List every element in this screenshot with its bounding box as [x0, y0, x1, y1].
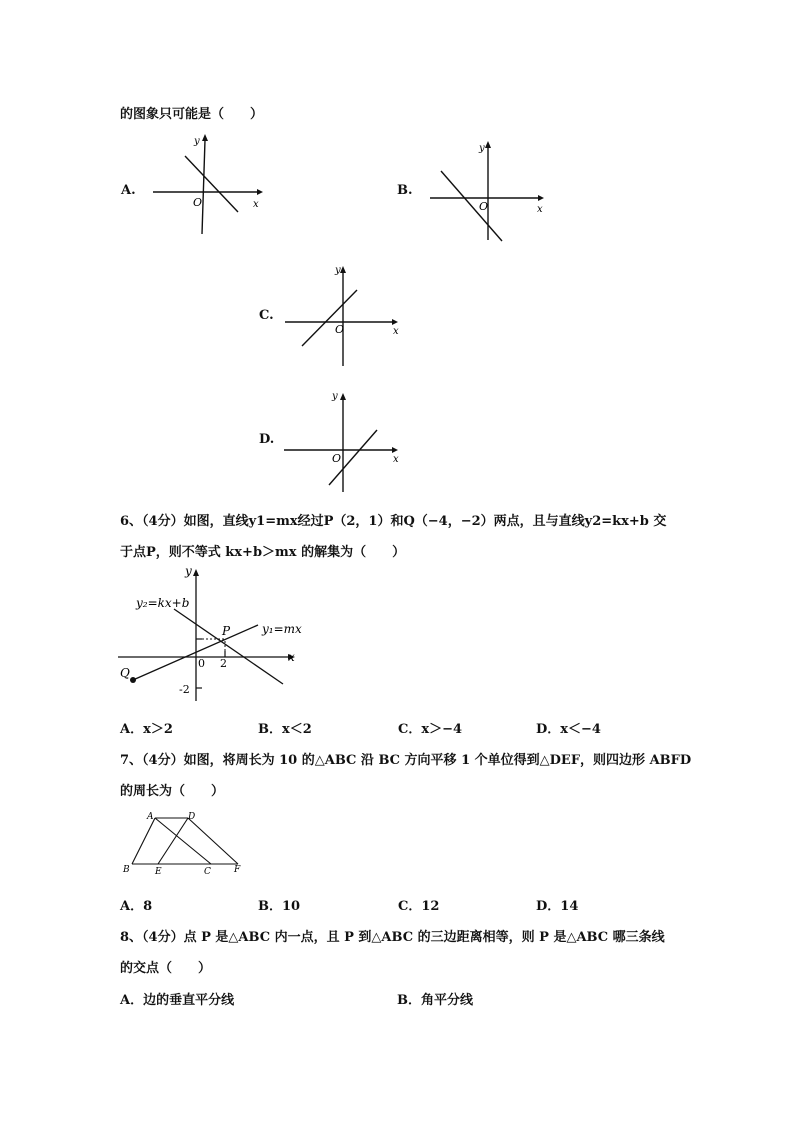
x-label: x: [537, 204, 543, 215]
y-label: y: [479, 143, 485, 154]
choice-text: x＜−4: [560, 722, 601, 737]
neg-two-label: -2: [179, 683, 190, 696]
choice-letter: C．: [398, 722, 422, 737]
choice-text: 边的垂直平分线: [143, 993, 235, 1008]
origin-label: O: [193, 196, 203, 209]
q6-choice-b[interactable]: [258, 718, 312, 737]
y-label: y: [194, 136, 200, 147]
y-axis-arrow: [340, 393, 346, 400]
choice-text: x＜2: [282, 722, 312, 737]
p-label: P: [222, 624, 231, 638]
q6-choice-c[interactable]: [398, 718, 462, 737]
y-axis-arrow: [340, 266, 346, 273]
label-d: D: [188, 812, 196, 822]
y-axis-arrow: [202, 134, 208, 141]
y-axis-label: y: [185, 564, 192, 578]
point-q: [130, 677, 136, 683]
q7-choice-c[interactable]: [398, 895, 439, 914]
origin-label: O: [335, 323, 345, 336]
line-y2: [174, 609, 283, 684]
choice-letter: D．: [536, 722, 561, 737]
q7-figure: [118, 808, 248, 876]
q6-choice-d[interactable]: [536, 718, 601, 737]
q5-option-d-graph: [282, 386, 404, 496]
zero-label: 0: [198, 657, 205, 670]
q5-option-d-label[interactable]: D.: [259, 432, 275, 447]
y2-label: y₂=kx+b: [136, 596, 190, 610]
choice-letter: B．: [258, 899, 282, 914]
choice-letter: C．: [398, 899, 422, 914]
label-f: F: [234, 865, 241, 875]
y-axis-arrow: [485, 141, 491, 148]
x-label: x: [253, 199, 259, 210]
q5-stem-tail: 的图象只可能是（ ）: [120, 107, 264, 122]
segment-df: [188, 818, 238, 864]
graph-line: [441, 171, 502, 241]
choice-letter: A．: [120, 722, 144, 737]
y-axis-arrow: [193, 569, 199, 576]
y-axis: [202, 140, 205, 234]
q8-choice-a[interactable]: [120, 989, 234, 1008]
label-e: E: [155, 867, 162, 876]
y1-label: y₁=mx: [262, 622, 302, 636]
q-label: Q: [120, 666, 130, 680]
q5-option-b-label[interactable]: B.: [397, 183, 413, 198]
q5-option-c-label[interactable]: C.: [259, 308, 274, 323]
x-axis-label: x: [288, 650, 295, 664]
q8-stem-line2: 的交点（ ）: [120, 961, 212, 976]
q6-stem-line2: 于点P，则不等式 kx+b＞mx 的解集为（ ）: [120, 545, 406, 560]
choice-text: 10: [282, 899, 301, 914]
q7-choice-b[interactable]: [258, 895, 300, 914]
choice-text: 8: [143, 899, 153, 914]
q7-choice-d[interactable]: [536, 895, 578, 914]
choice-text: x＞2: [143, 722, 173, 737]
origin-label: O: [332, 452, 342, 465]
choice-text: 14: [560, 899, 579, 914]
label-a: A: [147, 812, 154, 822]
y-label: y: [332, 391, 338, 402]
x-axis-arrow: [538, 195, 544, 201]
q6-stem-line1: 6、（4分）如图，直线y1=mx经过P（2，1）和Q（−4，−2）两点，且与直线y2=kx+b 交: [120, 514, 667, 529]
q7-stem-line2: 的周长为（ ）: [120, 784, 225, 799]
graph-line: [302, 290, 357, 346]
label-b: B: [123, 865, 130, 875]
x-axis-arrow: [257, 189, 263, 195]
segment-ab: [132, 818, 155, 864]
q8-stem-line1: 8、（4分）点 P 是△ABC 内一点，且 P 到△ABC 的三边距离相等，则 P 是△ABC 哪三条线: [120, 930, 665, 945]
x-axis-arrow: [392, 447, 398, 453]
choice-text: x＞−4: [421, 722, 463, 737]
q8-choice-b[interactable]: [397, 989, 473, 1008]
label-c: C: [204, 867, 211, 876]
x-label: x: [393, 326, 399, 337]
two-label: 2: [220, 657, 227, 670]
origin-label: O: [479, 200, 489, 213]
choice-letter: A．: [120, 899, 144, 914]
q5-option-a-graph: [145, 130, 270, 242]
q5-option-b-graph: [425, 138, 550, 246]
choice-letter: D．: [536, 899, 561, 914]
x-label: x: [393, 454, 399, 465]
q5-option-c-graph: [282, 262, 404, 370]
q7-choice-a[interactable]: [120, 895, 152, 914]
q7-stem-line1: 7、（4分）如图，将周长为 10 的△ABC 沿 BC 方向平移 1 个单位得到△DEF，则四边形 ABFD: [120, 753, 692, 768]
q5-option-a-label[interactable]: A.: [121, 183, 136, 198]
x-axis-arrow: [392, 319, 398, 325]
choice-text: 12: [421, 899, 440, 914]
choice-letter: A．: [120, 993, 144, 1008]
choice-letter: B．: [397, 993, 421, 1008]
q6-figure: [116, 563, 306, 705]
choice-text: 角平分线: [421, 993, 474, 1008]
y-label: y: [335, 265, 341, 276]
choice-letter: B．: [258, 722, 282, 737]
q6-choice-a[interactable]: [120, 718, 173, 737]
